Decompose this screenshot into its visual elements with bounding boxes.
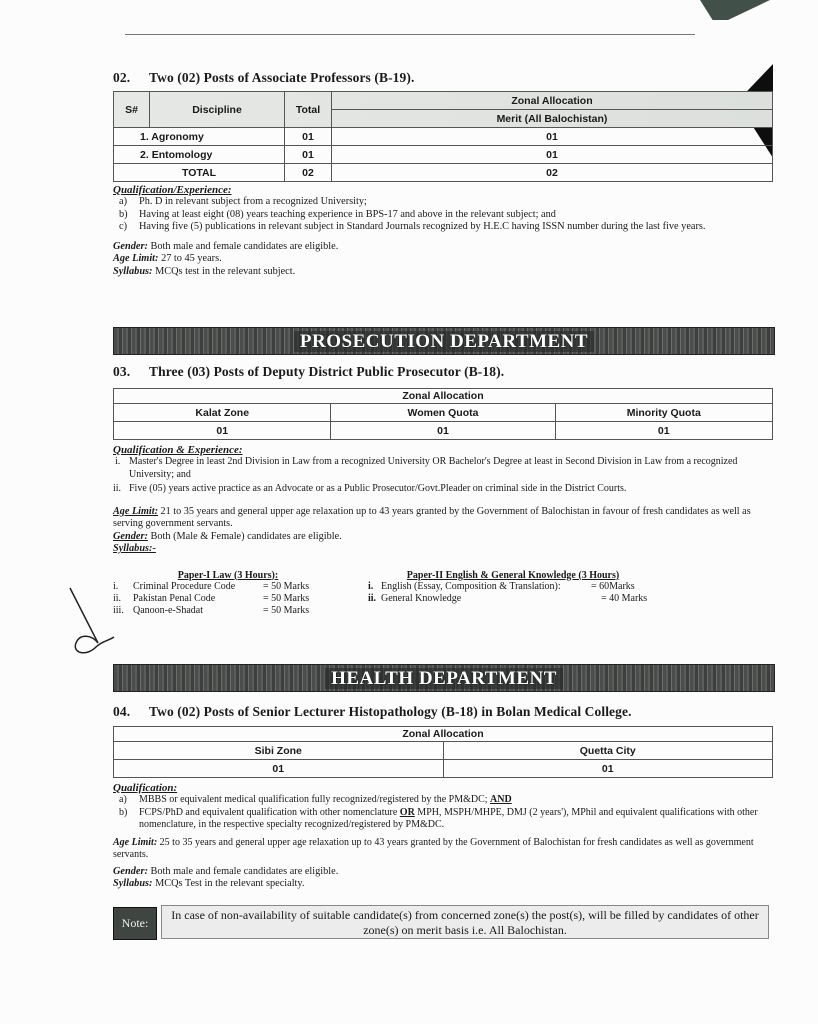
total-cell: 01 <box>285 128 332 146</box>
list-marker: i. <box>115 456 121 467</box>
qualification-list <box>113 456 773 496</box>
list-text: FCPS/PhD and equivalent qualification with other nomenclature <box>139 806 398 818</box>
item-marker: iii. <box>113 604 124 616</box>
list-item <box>113 483 773 496</box>
list-item <box>113 807 773 832</box>
handwritten-signature-mark <box>62 585 122 665</box>
header-total: Total <box>285 92 332 128</box>
qualification-list <box>113 196 773 234</box>
section-senior-lecturer <box>113 704 773 891</box>
divider-line <box>125 34 695 35</box>
gender-value: Both (Male & Female) candidates are eligible. <box>150 530 342 542</box>
age-line <box>113 837 773 862</box>
item-subject: General Knowledge <box>381 592 462 604</box>
total-cell: 01 <box>285 146 332 164</box>
list-marker: ii. <box>113 483 122 494</box>
list-marker: b) <box>119 208 128 220</box>
column-header: Women Quota <box>331 404 555 422</box>
gender-label: Gender: <box>113 865 148 877</box>
header-zonal-allocation: Zonal Allocation <box>114 727 773 742</box>
section-number: 04. <box>113 704 131 719</box>
list-text: Having at least eight (08) years teaching experience in BPS-17 and above in the relevant subject; and <box>139 208 556 220</box>
section-title-text: Two (02) Posts of Senior Lecturer Histopathology (B-18) in Bolan Medical College. <box>149 704 632 719</box>
list-item <box>113 456 773 481</box>
list-item <box>113 794 773 807</box>
syllabus-label: Syllabus: <box>113 265 153 277</box>
total-cell: 02 <box>285 164 332 182</box>
list-marker: b) <box>119 806 128 818</box>
syllabus-line <box>113 543 773 556</box>
age-value: 27 to 45 years. <box>161 253 222 264</box>
row-discipline: Agronomy <box>151 130 204 143</box>
gender-label: Gender: <box>113 240 148 252</box>
posts-table <box>113 91 773 182</box>
paper-item <box>113 593 343 605</box>
syllabus-value: MCQs Test in the relevant specialty. <box>155 878 305 889</box>
value-cell: 01 <box>114 760 444 778</box>
banner-text: PROSECUTION DEPARTMENT <box>294 331 594 352</box>
gender-value: Both male and female candidates are eligible. <box>150 865 339 877</box>
qualification-heading: Qualification: <box>113 782 178 794</box>
or-emphasis: OR <box>399 806 415 818</box>
syllabus-value: MCQs test in the relevant subject. <box>155 265 296 277</box>
row-sno: 2. <box>140 148 149 161</box>
list-text: Five (05) years active practice as an Advocate or as a Public Prosecutor/Govt.Pleader on criminal side in the District Courts. <box>129 483 627 494</box>
gender-line <box>113 531 773 544</box>
paper-item <box>368 593 658 605</box>
column-header: Kalat Zone <box>114 404 331 422</box>
zonal-table <box>113 726 773 778</box>
section-deputy-prosecutor <box>113 364 773 630</box>
item-subject: Qanoon-e-Shadat <box>133 604 203 616</box>
paper-title: Paper-II English & General Knowledge (3 Hours) <box>406 569 620 581</box>
department-banner <box>113 664 775 692</box>
column-header: Sibi Zone <box>114 742 444 760</box>
syllabus-papers <box>113 570 773 630</box>
list-text: Ph. D in relevant subject from a recognized University; <box>139 196 367 207</box>
gender-line <box>113 866 773 879</box>
list-text: Having five (5) publications in relevant subject in Standard Journals recognized by H.E.C having ISSN number during the last five years. <box>139 221 706 232</box>
header-sno: S# <box>114 92 150 128</box>
section-title-text: Two (02) Posts of Associate Professors (B-19). <box>149 70 415 85</box>
list-item <box>113 196 773 209</box>
zonal-table <box>113 388 773 440</box>
item-marks: = 60Marks <box>591 580 635 592</box>
gender-line <box>113 241 773 254</box>
paper-2 <box>368 570 658 605</box>
gender-value: Both male and female candidates are eligible. <box>150 240 339 252</box>
qualification-heading: Qualification/Experience: <box>113 184 232 196</box>
qualification-list <box>113 794 773 832</box>
age-value: 21 to 35 years and general upper age relaxation up to 43 years granted by the Government of Balochistan in favour of fresh candidates as well as serving government servants. <box>113 505 751 529</box>
total-label: TOTAL <box>114 164 285 182</box>
list-text: MPH, MSPH/MHPE, DMJ (2 years'), MPhil and equivalent qualifications with other nomenclature, in the respective specialty recognized/registered by PM&DC. <box>139 806 758 830</box>
item-subject: English (Essay, Composition & Translation): <box>381 580 561 592</box>
table-row <box>114 146 773 164</box>
value-cell: 01 <box>114 422 331 440</box>
section-title <box>113 704 773 720</box>
paper-item <box>113 581 343 593</box>
age-line <box>113 506 773 531</box>
section-title-text: Three (03) Posts of Deputy District Public Prosecutor (B-18). <box>149 364 505 379</box>
and-emphasis: AND <box>490 794 512 805</box>
merit-cell: 02 <box>332 164 773 182</box>
age-label: Age Limit: <box>113 505 158 517</box>
age-label: Age Limit: <box>113 253 159 264</box>
value-cell: 01 <box>555 422 772 440</box>
list-marker: a) <box>119 794 127 805</box>
list-marker: a) <box>119 196 127 207</box>
qualification-heading: Qualification & Experience: <box>113 444 243 456</box>
list-item <box>113 221 773 234</box>
list-text: Master's Degree in least 2nd Division in Law from a recognized University OR Bachelor's Degree at least in Second Division in Law from a recognized University; and <box>129 456 738 480</box>
column-header: Minority Quota <box>555 404 772 422</box>
merit-cell: 01 <box>332 128 773 146</box>
value-cell: 01 <box>443 760 773 778</box>
item-marks: = 40 Marks <box>601 592 648 604</box>
section-number: 03. <box>113 364 131 379</box>
table-row <box>114 128 773 146</box>
paper-item <box>368 581 658 593</box>
header-merit: Merit (All Balochistan) <box>332 110 773 128</box>
discipline-cell <box>114 128 285 146</box>
banner-text: HEALTH DEPARTMENT <box>325 668 563 689</box>
row-discipline: Entomology <box>151 148 213 161</box>
item-marker: ii. <box>368 592 377 604</box>
header-zonal-allocation: Zonal Allocation <box>114 389 773 404</box>
syllabus-label: Syllabus: <box>113 878 153 889</box>
item-marks: = 50 Marks <box>263 604 310 616</box>
item-marker: ii. <box>113 592 122 604</box>
note-box <box>113 905 771 941</box>
header-discipline: Discipline <box>150 92 285 128</box>
age-value: 25 to 35 years and general upper age relaxation up to 43 years granted by the Government of Balochistan for fresh candidates as well as government servants. <box>113 836 754 860</box>
list-text: MBBS or equivalent medical qualification fully recognized/registered by the PM&DC; <box>139 794 488 805</box>
syllabus-line <box>113 878 773 891</box>
item-subject: Criminal Procedure Code <box>133 580 236 592</box>
table-total-row <box>114 164 773 182</box>
item-marker: i. <box>113 580 119 592</box>
discipline-cell <box>114 146 285 164</box>
paper-1 <box>113 570 343 617</box>
note-text: In case of non-availability of suitable candidate(s) from concerned zone(s) the post(s), will be filled by candidates of other zone(s) on merit basis i.e. All Balochistan. <box>161 905 769 939</box>
syllabus-label: Syllabus:- <box>113 543 156 554</box>
row-sno: 1. <box>140 130 149 143</box>
department-banner <box>113 327 775 355</box>
column-header: Quetta City <box>443 742 773 760</box>
section-title <box>113 364 773 380</box>
section-associate-professors <box>113 70 773 278</box>
list-marker: c) <box>119 221 127 232</box>
item-marker: i. <box>368 580 374 592</box>
background-corner-shadow <box>700 0 770 20</box>
age-line <box>113 253 773 266</box>
paper-item <box>113 605 343 617</box>
gender-label: Gender: <box>113 530 148 542</box>
list-item <box>113 209 773 222</box>
section-title <box>113 70 773 86</box>
age-label: Age Limit: <box>113 836 158 848</box>
item-subject: Pakistan Penal Code <box>133 592 216 604</box>
item-marks: = 50 Marks <box>263 592 310 604</box>
item-marks: = 50 Marks <box>263 580 310 592</box>
paper-title: Paper-I Law (3 Hours): <box>177 569 279 581</box>
note-label: Note: <box>113 907 157 940</box>
header-zonal-allocation: Zonal Allocation <box>332 92 773 110</box>
section-number: 02. <box>113 70 131 85</box>
value-cell: 01 <box>331 422 555 440</box>
merit-cell: 01 <box>332 146 773 164</box>
syllabus-line <box>113 266 773 279</box>
